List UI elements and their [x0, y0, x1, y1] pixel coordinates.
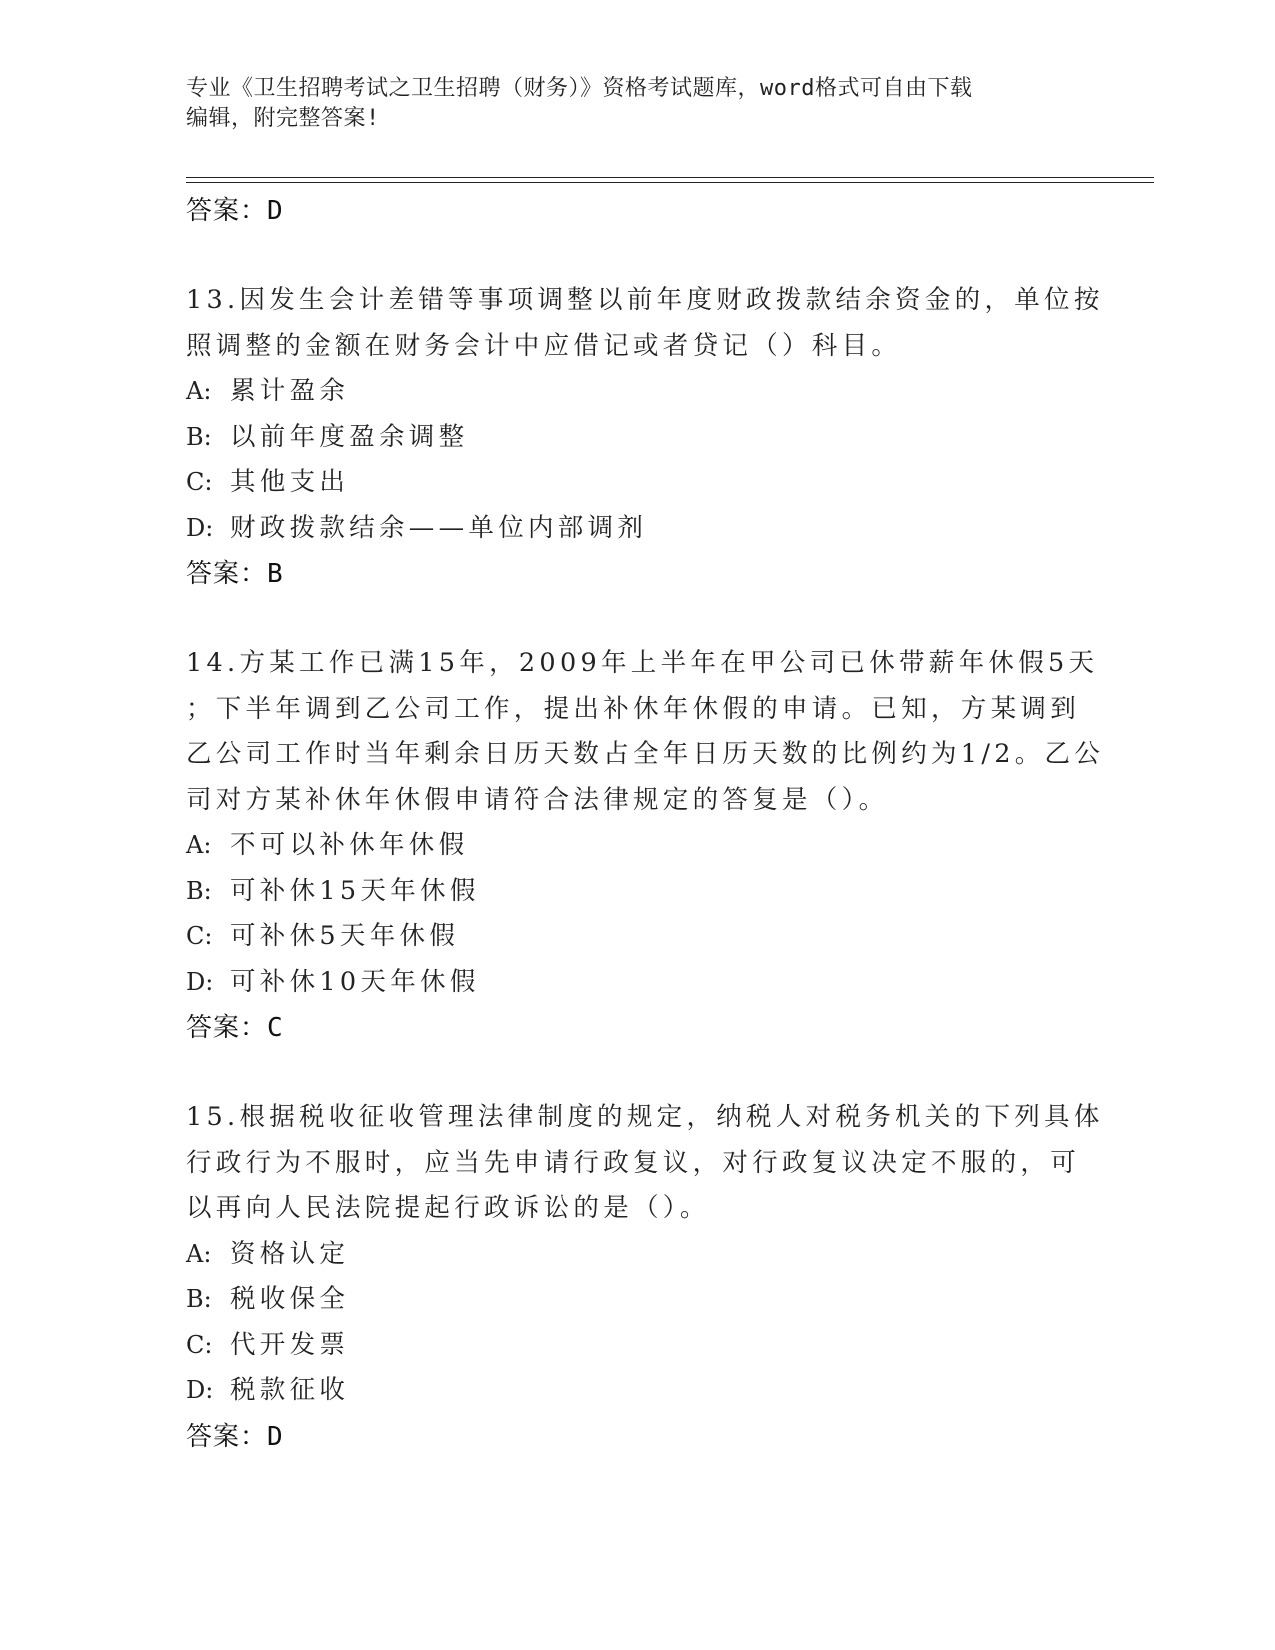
option-text: 可补休10天年休假 — [230, 966, 480, 997]
option-key: A: — [186, 1239, 212, 1268]
answer-line: 答案：C — [186, 1013, 284, 1043]
option-key: D: — [186, 513, 214, 542]
question-stem-line: 乙公司工作时当年剩余日历天数占全年日历天数的比例约为1/2。乙公 — [186, 739, 1105, 769]
document-header — [186, 74, 1076, 134]
question-14 — [186, 641, 1105, 1051]
option-key: A: — [186, 377, 212, 405]
option-b — [186, 1277, 1086, 1323]
option-key: C: — [186, 1330, 213, 1359]
header-divider-top — [186, 177, 1154, 178]
option-key: D: — [186, 1376, 214, 1404]
option-key: B: — [186, 876, 212, 905]
option-a — [186, 1232, 1086, 1278]
question-stem-line: 司对方某补休年休假申请符合法律规定的答复是（）。 — [186, 784, 889, 815]
option-text: 其他支出 — [230, 467, 350, 497]
option-c — [186, 1323, 1086, 1369]
answer-line: 答案：B — [186, 559, 284, 589]
question-stem-line: 15.根据税收征收管理法律制度的规定，纳税人对税务机关的下列具体 — [186, 1102, 1104, 1132]
question-stem-line: ；下半年调到乙公司工作，提出补休年休假的申请。已知，方某调到 — [186, 693, 1081, 724]
option-key: D: — [186, 967, 214, 996]
option-text: 以前年度盈余调整 — [230, 421, 469, 452]
option-b — [186, 869, 1086, 915]
option-text: 可补休15天年休假 — [230, 875, 480, 906]
option-d — [186, 1368, 1086, 1414]
header-line-1: 专业《卫生招聘考试之卫生招聘（财务）》资格考试题库，word格式可自由下载 — [186, 76, 973, 101]
question-stem-line: 以再向人民法院提起行政诉讼的是（）。 — [186, 1193, 710, 1223]
question-stem-line: 行政行为不服时，应当先申请行政复议，对行政复议决定不服的，可 — [186, 1147, 1081, 1178]
option-key: B: — [186, 1285, 212, 1313]
option-text: 累计盈余 — [230, 376, 350, 406]
question-stem — [186, 641, 1105, 823]
option-text: 不可以补休年休假 — [230, 830, 469, 860]
previous-answer: 答案：D — [186, 196, 284, 226]
option-text: 财政拨款结余——单位内部调剂 — [230, 512, 648, 543]
option-a — [186, 369, 1086, 415]
option-c — [186, 914, 1086, 960]
option-text: 税收保全 — [230, 1284, 350, 1314]
option-d — [186, 506, 1086, 552]
question-stem-line: 14.方某工作已满15年，2009年上半年在甲公司已休带薪年休假5天 — [186, 648, 1099, 678]
option-b — [186, 415, 1086, 461]
option-text: 资格认定 — [230, 1238, 350, 1269]
option-key: A: — [186, 831, 212, 859]
question-stem — [186, 278, 1104, 369]
option-key: C: — [186, 468, 213, 496]
option-c — [186, 460, 1086, 506]
header-line-2: 编辑，附完整答案! — [186, 106, 380, 131]
question-stem-line: 照调整的金额在财务会计中应借记或者贷记（）科目。 — [186, 330, 902, 361]
option-a — [186, 823, 1086, 869]
question-15 — [186, 1095, 1104, 1460]
option-text: 代开发票 — [230, 1329, 350, 1360]
question-stem — [186, 1095, 1104, 1232]
option-key: B: — [186, 422, 212, 451]
option-text: 税款征收 — [230, 1375, 350, 1405]
option-text: 可补休5天年休假 — [230, 921, 460, 951]
option-key: C: — [186, 922, 213, 950]
question-13 — [186, 278, 1104, 597]
answer-line: 答案：D — [186, 1421, 284, 1452]
question-stem-line: 13.因发生会计差错等事项调整以前年度财政拨款结余资金的，单位按 — [186, 285, 1104, 315]
option-d — [186, 960, 1086, 1006]
question-list — [186, 188, 1105, 1460]
header-divider-bottom — [186, 182, 1154, 183]
